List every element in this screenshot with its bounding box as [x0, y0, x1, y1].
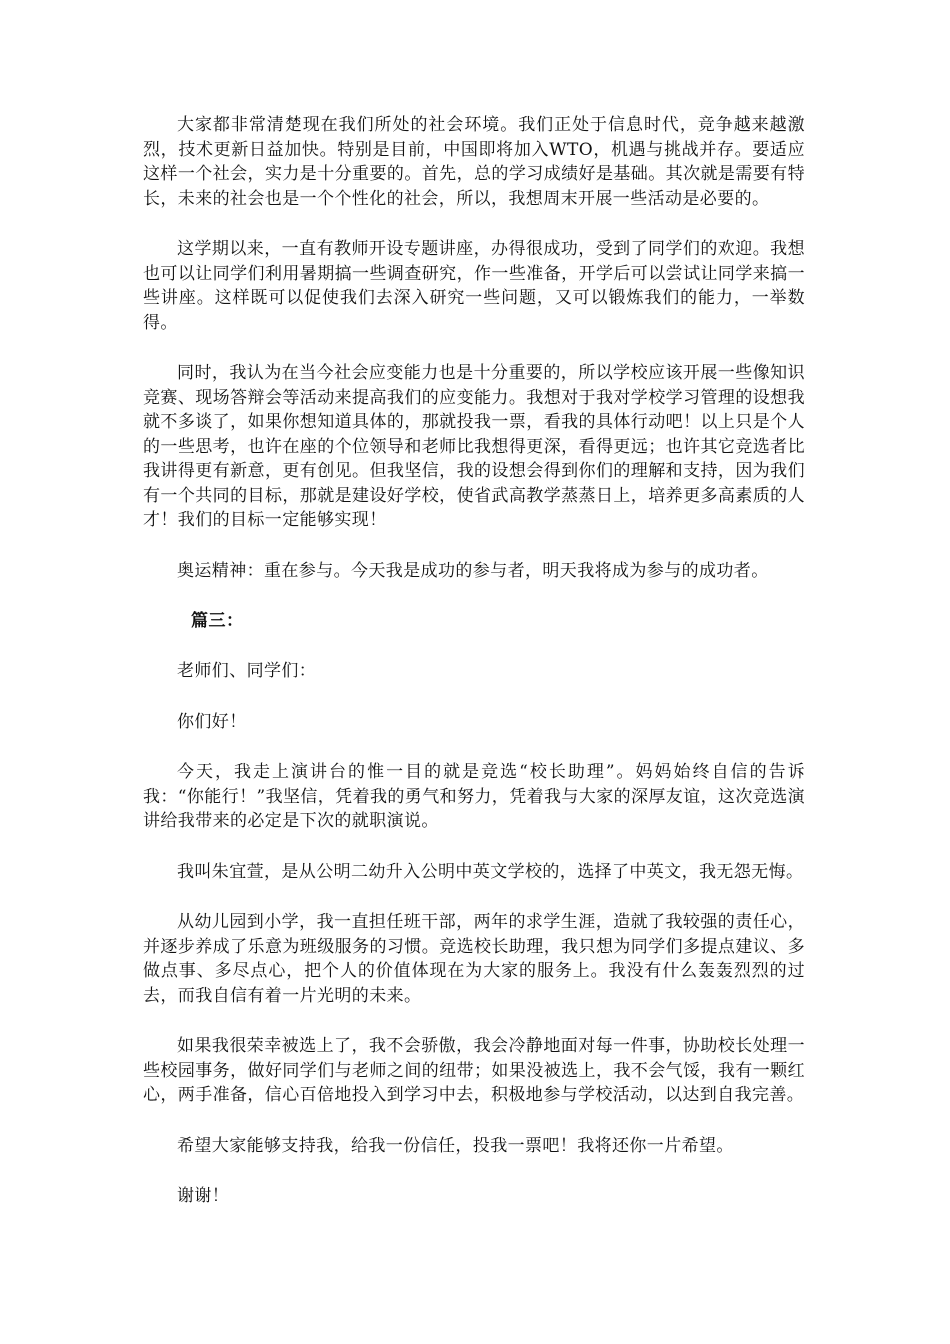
- paragraph-experience: 从幼儿园到小学，我一直担任班干部，两年的求学生涯，造就了我较强的责任心，并逐步养成了乐意为班级服务的习惯。竞选校长助理，我只想为同学们多提点建议、多做点事、多尽点心，把个人的价值体现在为大家的服务上。我没有什么轰轰烈烈的过去，而我自信有着一片光明的未来。: [143, 912, 805, 1006]
- paragraph-purpose: 今天，我走上演讲台的惟一目的就是竞选“校长助理”。妈妈始终自信的告诉我：“你能行！”我坚信，凭着我的勇气和努力，凭着我与大家的深厚友谊，这次竞选演讲给我带来的必定是下次的就职演说。: [143, 762, 805, 831]
- document-body: [143, 113, 805, 1235]
- paragraph-adaptability: 同时，我认为在当今社会应变能力也是十分重要的，所以学校应该开展一些像知识竞赛、现场答辩会等活动来提高我们的应变能力。我想对于我对学校学习管理的设想我就不多谈了，如果你想知道具体的，那就投我一票，看我的具体行动吧！以上只是个人的一些思考，也许在座的个位领导和老师比我想得更深，看得更远；也许其它竞选者比我讲得更有新意，更有创见。但我坚信，我的设想会得到你们的理解和支持，因为我们有一个共同的目标，那就是建设好学校，使省武高教学蒸蒸日上，培养更多高素质的人才！我们的目标一定能够实现！: [143, 363, 805, 530]
- paragraph-thanks: 谢谢！: [177, 1186, 230, 1206]
- paragraph-commitment: 如果我很荣幸被选上了，我不会骄傲，我会冷静地面对每一件事，协助校长处理一些校园事务，做好同学们与老师之间的纽带；如果没被选上，我不会气馁，我有一颗红心，两手准备，信心百倍地投入到学习中去，积极地参与学校活动，以达到自我完善。: [143, 1036, 805, 1105]
- paragraph-introduction: 我叫朱宜萱，是从公明二幼升入公明中英文学校的，选择了中英文，我无怨无悔。: [177, 861, 804, 882]
- paragraph-salutation: 老师们、同学们：: [177, 661, 317, 681]
- paragraph-lectures: 这学期以来，一直有教师开设专题讲座，办得很成功，受到了同学们的欢迎。我想也可以让同学们利用暑期搞一些调查研究，作一些准备，开学后可以尝试让同学来搞一些讲座。这样既可以促使我们去深入研究一些问题，又可以锻炼我们的能力，一举数得。: [143, 239, 805, 333]
- section-heading: 篇三：: [191, 611, 244, 631]
- paragraph-olympic-spirit: 奥运精神：重在参与。今天我是成功的参与者，明天我将成为参与的成功者。: [177, 560, 769, 581]
- paragraph-appeal: 希望大家能够支持我，给我一份信任，投我一票吧！我将还你一片希望。: [177, 1135, 734, 1156]
- paragraph-greeting: 你们好！: [177, 711, 247, 732]
- paragraph-social-environment: 大家都非常清楚现在我们所处的社会环境。我们正处于信息时代，竞争越来越激烈，技术更新日益加快。特别是目前，中国即将加入WTO，机遇与挑战并存。要适应这样一个社会，实力是十分重要的。首先，总的学习成绩好是基础。其次就是需要有特长，未来的社会也是一个个性化的社会，所以，我想周末开展一些活动是必要的。: [143, 115, 805, 209]
